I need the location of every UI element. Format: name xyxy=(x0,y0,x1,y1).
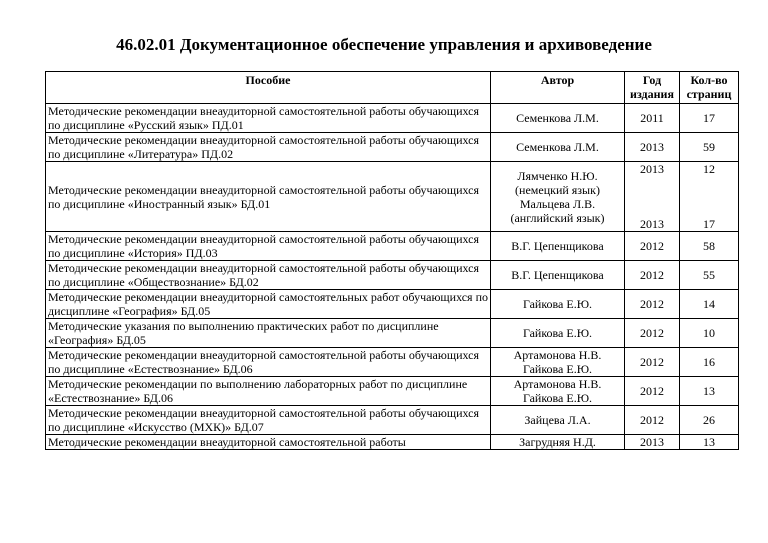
table-row xyxy=(46,377,739,406)
table-row xyxy=(46,104,739,133)
cell-author: Лямченко Н.Ю. (немецкий язык) Мальцева Л.В. (английский язык) xyxy=(491,162,625,232)
cell-year: 2011 xyxy=(625,104,680,133)
cell-title: Методические рекомендации внеаудиторной самостоятельной работы обучающихся по дисциплине «Естествознание» БД.06 xyxy=(46,348,491,377)
cell-year: 2013 2013 xyxy=(625,162,680,232)
table-row xyxy=(46,261,739,290)
cell-title: Методические рекомендации внеаудиторной самостоятельной работы обучающихся по дисциплине «Иностранный язык» БД.01 xyxy=(46,162,491,232)
cell-title: Методические рекомендации внеаудиторной самостоятельной работы обучающихся по дисциплине «Литература» ПД.02 xyxy=(46,133,491,162)
cell-author: Гайкова Е.Ю. xyxy=(491,290,625,319)
cell-author: Артамонова Н.В. Гайкова Е.Ю. xyxy=(491,348,625,377)
header-pages: Кол-во страниц xyxy=(680,72,739,104)
cell-year: 2013 xyxy=(625,435,680,450)
cell-year: 2012 xyxy=(625,377,680,406)
cell-pages: 58 xyxy=(680,232,739,261)
table-row xyxy=(46,232,739,261)
cell-pages: 26 xyxy=(680,406,739,435)
cell-pages: 16 xyxy=(680,348,739,377)
table-row xyxy=(46,435,739,450)
cell-author: Гайкова Е.Ю. xyxy=(491,319,625,348)
cell-pages: 10 xyxy=(680,319,739,348)
cell-year: 2013 xyxy=(625,133,680,162)
cell-pages: 13 xyxy=(680,377,739,406)
cell-title: Методические рекомендации внеаудиторной самостоятельной работы обучающихся по дисциплине «Русский язык» ПД.01 xyxy=(46,104,491,133)
table-row xyxy=(46,133,739,162)
cell-year: 2012 xyxy=(625,261,680,290)
cell-title: Методические рекомендации внеаудиторной самостоятельных работ обучающихся по дисциплине «География» БД.05 xyxy=(46,290,491,319)
cell-author: В.Г. Цепенщикова xyxy=(491,232,625,261)
table-header-row xyxy=(46,72,739,104)
table-row xyxy=(46,348,739,377)
cell-year: 2012 xyxy=(625,406,680,435)
header-title: Пособие xyxy=(46,72,491,104)
cell-author: Артамонова Н.В. Гайкова Е.Ю. xyxy=(491,377,625,406)
cell-author: Загрудняя Н.Д. xyxy=(491,435,625,450)
cell-pages: 17 xyxy=(680,104,739,133)
cell-title: Методические рекомендации по выполнению лабораторных работ по дисциплине «Естествознание» БД.06 xyxy=(46,377,491,406)
cell-pages: 12 17 xyxy=(680,162,739,232)
cell-title: Методические рекомендации внеаудиторной самостоятельной работы обучающихся по дисциплине «Искусство (МХК)» БД.07 xyxy=(46,406,491,435)
cell-pages: 13 xyxy=(680,435,739,450)
table-row xyxy=(46,406,739,435)
cell-pages: 59 xyxy=(680,133,739,162)
cell-title: Методические рекомендации внеаудиторной самостоятельной работы обучающихся по дисциплине «История» ПД.03 xyxy=(46,232,491,261)
header-author: Автор xyxy=(491,72,625,104)
cell-author: Зайцева Л.А. xyxy=(491,406,625,435)
cell-year: 2012 xyxy=(625,348,680,377)
cell-title: Методические рекомендации внеаудиторной самостоятельной работы обучающихся по дисциплине «Обществознание» БД.02 xyxy=(46,261,491,290)
page-title: 46.02.01 Документационное обеспечение управления и архивоведение xyxy=(116,35,652,54)
cell-year: 2012 xyxy=(625,319,680,348)
cell-year: 2012 xyxy=(625,232,680,261)
table-row xyxy=(46,319,739,348)
cell-author: В.Г. Цепенщикова xyxy=(491,261,625,290)
table-row xyxy=(46,290,739,319)
cell-author: Семенкова Л.М. xyxy=(491,104,625,133)
cell-pages: 55 xyxy=(680,261,739,290)
table-row xyxy=(46,162,739,232)
cell-author: Семенкова Л.М. xyxy=(491,133,625,162)
cell-title: Методические рекомендации внеаудиторной самостоятельной работы xyxy=(46,435,491,450)
cell-year: 2012 xyxy=(625,290,680,319)
cell-title: Методические указания по выполнению практических работ по дисциплине «География» БД.05 xyxy=(46,319,491,348)
cell-pages: 14 xyxy=(680,290,739,319)
header-year: Год издания xyxy=(625,72,680,104)
manuals-table xyxy=(45,71,739,450)
